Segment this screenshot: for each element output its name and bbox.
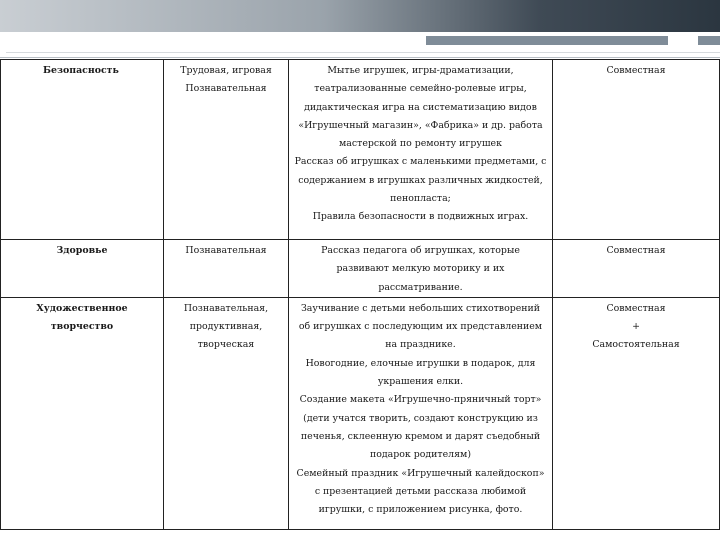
divider-line bbox=[0, 57, 720, 58]
content-table bbox=[0, 59, 720, 530]
activity-cell: Познавательная bbox=[164, 240, 289, 298]
area-cell: Художественное творчество bbox=[1, 297, 164, 529]
activity-cell: Трудовая, игровая Познавательная bbox=[164, 60, 289, 240]
divider-line bbox=[6, 52, 720, 53]
form-cell: Совместная bbox=[553, 240, 720, 298]
content-cell: Заучивание с детьми небольших стихотворений об игрушках с последующим их представлением на празднике. Новогодние, елочные игрушки в подарок, для украшения елки. Создание макета «Игрушечно-пряничный торт» (дети учатся творить, создают конструкцию из печенья, склеенную кремом и дарят съедобный подарок родителям) Семейный праздник «Игрушечный калейдоскоп» с презентацией детьми рассказа любимой игрушки, с приложением рисунка, фото. bbox=[289, 297, 553, 529]
accent-bar-small bbox=[698, 36, 720, 45]
form-cell: Совместная + Самостоятельная bbox=[553, 297, 720, 529]
table-row bbox=[1, 60, 720, 240]
activity-cell: Познавательная, продуктивная, творческая bbox=[164, 297, 289, 529]
content-cell: Рассказ педагога об игрушках, которые развивают мелкую моторику и их рассматривание. bbox=[289, 240, 553, 298]
area-cell: Здоровье bbox=[1, 240, 164, 298]
content-cell: Мытье игрушек, игры-драматизации, театрализованные семейно-ролевые игры, дидактическая игра на систематизацию видов «Игрушечный магазин», «Фабрика» и др. работа мастерской по ремонту игрушек Рассказ об игрушках с маленькими предметами, с содержанием в игрушках различных жидкостей, пенопласта; Правила безопасности в подвижных играх. bbox=[289, 60, 553, 240]
form-cell: Совместная bbox=[553, 60, 720, 240]
table-row bbox=[1, 240, 720, 298]
table-row bbox=[1, 297, 720, 529]
area-cell: Безопасность bbox=[1, 60, 164, 240]
title-bar-decoration bbox=[0, 0, 720, 32]
accent-bar bbox=[426, 36, 668, 45]
